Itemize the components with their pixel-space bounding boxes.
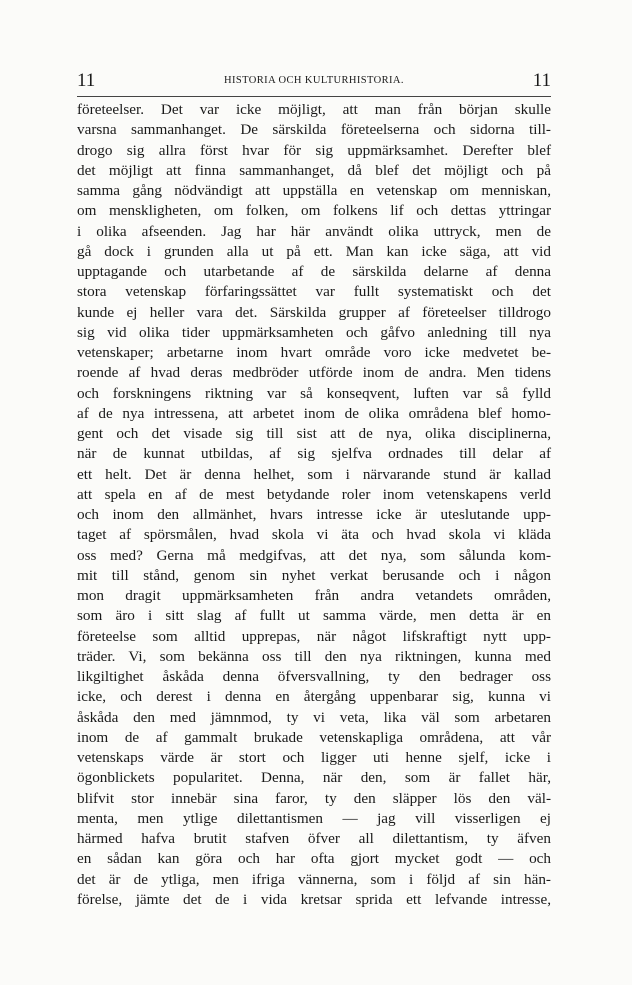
text-line: gent och det visade sig till sist att de nya, olika disciplinerna, [77,425,551,442]
text-line: åskåda den med jämnmod, ty vi veta, lika väl som arbetaren [77,708,551,726]
text-line: sig vid olika tider uppmärksamheten och gåfvo anledning till nya [77,323,551,341]
text-line: blifvit stor innebär sina faror, ty den släpper lös den väl- [77,789,551,807]
text-line: ögonblickets popularitet. Denna, när den, som är fallet här, [77,769,551,787]
text-line: upptagande och utarbetande af de särskilda delarne af denna [77,263,551,280]
text-line: träder. Vi, som bekänna oss till den nya riktningen, kunna med [77,647,551,665]
page-header [77,70,551,94]
text-line: företeelser. Det var icke möjligt, att man från början skulle [77,101,551,118]
text-line: roende af hvad deras medbröder utförde inom de andra. Men tidens [77,364,551,382]
text-line: företeelse som alltid upprepas, när något lifskraftigt nytt upp- [77,627,551,645]
page-number-left: 11 [77,70,96,91]
text-line: icke, och derest i denna en återgång uppenbarar sig, kunna vi [77,688,551,706]
text-line: mit till stånd, genom sin nyhet verkat berusande och i någon [77,566,551,584]
text-line: i olika afseenden. Jag har här användt olika uttryck, men de [77,222,551,240]
page-number-right: 11 [532,70,551,91]
text-line: en sådan kan göra och har ofta gjort mycket godt — och [77,850,551,868]
text-line: som äro i sitt slag af fullt ut samma värde, men detta är en [77,607,551,625]
text-line: kunde ej heller vara det. Särskilda grupper af företeelser tilldrogo [77,303,551,321]
text-line: oss med? Gerna må medgifvas, att det nya, som sålunda kom- [77,546,551,564]
text-line: gå dock i grunden alla ut på ett. Man kan icke säga, att vid [77,242,551,260]
text-line: härmed hafva brutit stafven öfver all dilettantism, ty äfven [77,830,551,847]
text-line: vetenskaps värde är stort och ligger uti henne sjelf, icke i [77,749,551,766]
text-line: förelse, jämte det de i vida kretsar sprida ett lefvande intresse, [77,890,551,908]
text-line: taget af spörsmålen, hvad skola vi äta och hvad skola vi kläda [77,526,551,544]
text-line: samma gång nödvändigt att uppställa en vetenskap om menniskan, [77,182,551,199]
text-line: af de nya intressena, att arbetet inom de olika områdena blef homo- [77,404,551,422]
text-line: om menskligheten, om folken, om folkens lif och dettas yttringar [77,202,551,220]
text-line: likgiltighet åskåda denna öfversvallning, ty den bedrager oss [77,668,551,685]
text-line: när de kunnat utbildas, af sig sjelfva ordnades till delar af [77,445,551,463]
text-line: det är de ytliga, men ifriga vännerna, som i följd af sin hän- [77,870,551,888]
text-line: inom de af gammalt brukade vetenskapliga områdena, att vår [77,728,551,746]
text-line: menta, men ytlige dilettantismen — jag vill visserligen ej [77,809,551,827]
text-line: att spela en af de mest betydande roler inom vetenskapens verld [77,485,551,503]
header-rule [77,96,551,97]
text-line: ett helt. Det är denna helhet, som i närvarande stund är kallad [77,465,551,483]
text-line: mon dragit uppmärksamheten från andra vetandets områden, [77,587,551,604]
text-line: stora vetenskap förfaringssättet var fullt systematiskt och det [77,283,551,301]
text-line: varsna sammanhanget. De särskilda företeelserna och sidorna till- [77,121,551,139]
text-line: och inom den allmänhet, hvars intresse icke är uteslutande upp- [77,506,551,523]
text-line: vetenskaper; arbetarne inom hvart område voro icke medvetet be- [77,344,551,361]
text-line: och forskningens riktning var så konseqvent, luften var så fylld [77,384,551,402]
text-line: det möjligt att finna sammanhanget, då blef det möjligt och på [77,161,551,179]
running-title: HISTORIA OCH KULTURHISTORIA. [224,75,404,86]
text-line: drogo sig allra först hvar för sig uppmärksamhet. Derefter blef [77,141,551,159]
body-text [77,100,551,910]
